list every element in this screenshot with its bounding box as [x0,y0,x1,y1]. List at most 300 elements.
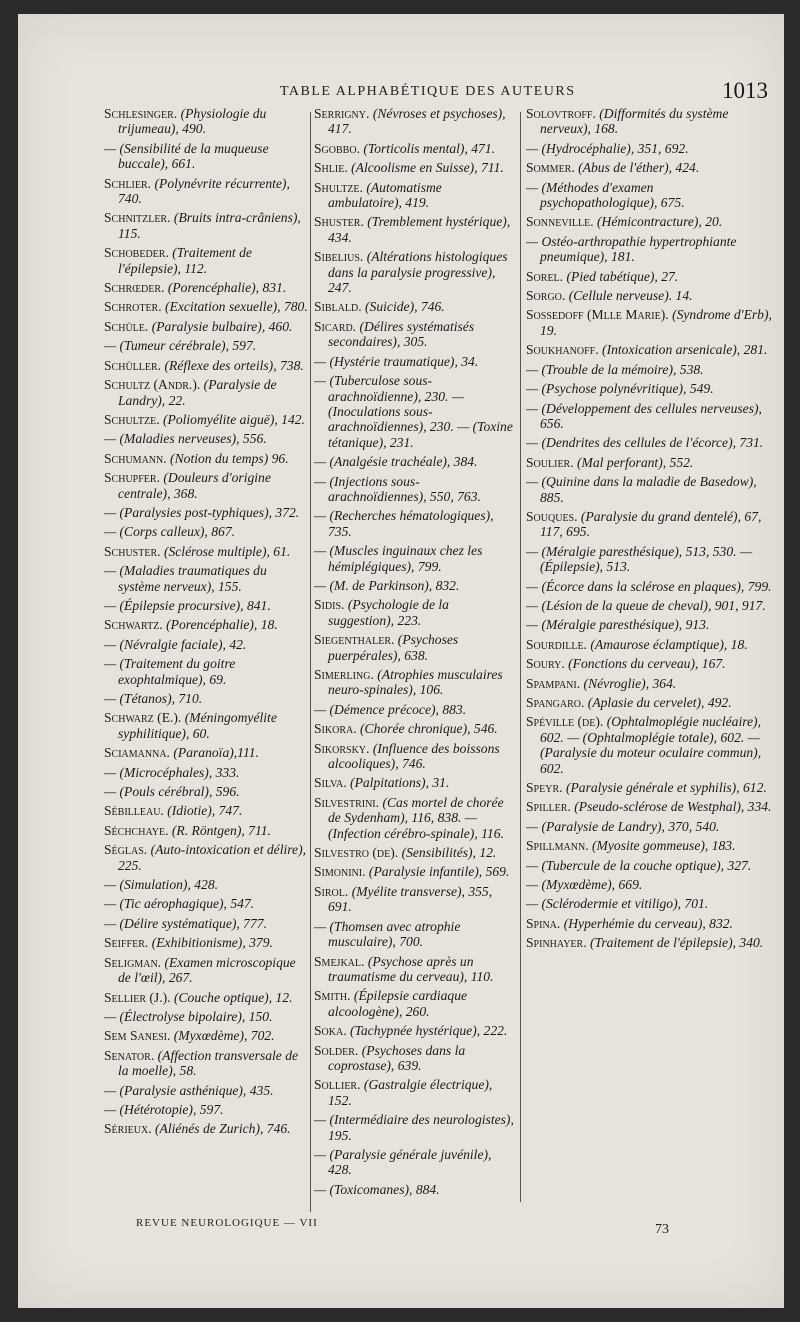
entry-references: (Couche optique), 12. [173,989,293,1005]
index-entry [314,454,516,469]
index-entry [104,842,308,873]
entry-references: (Cas mortel de chorée de Sydenham), 116, 838. — (Infection cérébro-spinale), 116. [328,794,504,841]
author-name: Schumann. [104,450,167,466]
entry-references: (Paranoïa),111. [173,745,259,761]
author-name: Schnitzler. [104,210,171,226]
entry-references: (Exhibitionisme), 379. [151,935,273,951]
entry-references: (Douleurs d'origine centrale), 368. [118,470,271,501]
entry-references: (Myélite transverse), 355, 691. [328,883,493,915]
entry-references: (Aliénés de Zurich), 746. [155,1121,291,1137]
entry-references: (Influence des boissons alcooliques), 746. [328,740,500,772]
entry-references: (Excitation sexuelle), 780. [165,299,308,315]
author-name: Soukhanoff. [526,342,599,358]
entry-references: — (Écorce dans la sclérose en plaques), 799. [526,578,772,594]
entry-references: — (Thomsen avec atrophie musculaire), 700. [314,918,461,950]
author-name: Sellier (J.). [104,989,171,1005]
author-name: Sonneville. [526,214,594,230]
index-entry [314,1112,516,1143]
author-name: Spampani. [526,675,581,691]
author-name: Schroter. [104,299,162,315]
entry-references: (Paralysie générale et syphilis), 612. [565,780,767,796]
author-name: Sidis. [314,597,345,613]
index-entry [314,180,516,211]
index-entry [104,1028,308,1043]
entry-references: (Ophtalmoplégie nucléaire), 602. — (Ophtalmoplégie totale), 602. — (Paralysie du moteur oculaire commun), 602. [540,714,762,776]
index-entry [526,455,772,470]
index-entry [104,691,308,706]
entry-references: — (M. de Parkinson), 832. [314,577,460,593]
entry-references: (Hémicontracture), 20. [597,214,723,230]
index-entry [104,1083,308,1098]
index-entry [104,1121,308,1136]
index-entry [104,803,308,818]
entry-references: — (Hystérie traumatique), 34. [314,353,479,369]
author-name: Seligman. [104,954,162,970]
author-name: Sérieux. [104,1121,152,1137]
author-name: Soury. [526,656,565,672]
index-entry [526,819,772,834]
index-entry [314,1147,516,1178]
index-entry [104,377,308,408]
entry-references: (Atrophies musculaires neuro-spinales), 106. [328,667,503,698]
entry-references: (Névroglie), 364. [583,675,677,691]
index-entry [104,1102,308,1117]
author-name: Spillmann. [526,838,589,854]
index-entry [104,823,308,838]
index-entry [526,579,772,594]
index-entry [526,656,772,671]
author-name: Silva. [314,775,347,791]
entry-references: (Chorée chronique), 546. [360,721,498,737]
index-entry [526,544,772,575]
entry-references: — (Méralgie paresthésique), 513, 530. — (Épilepsie), 513. [526,543,753,575]
entry-references: (Paralysie du grand dentelé), 67, 117, 695. [540,508,762,540]
index-entry [314,1182,516,1197]
entry-references: (Altérations histologiques dans la paralysie progressive), 247. [328,249,508,296]
index-entry [314,597,516,628]
entry-references: — (Corps calleux), 867. [104,524,236,540]
entry-references: (Fonctions du cerveau), 167. [568,656,726,672]
index-entry [314,1023,516,1038]
entry-references: — (Méralgie paresthésique), 913. [526,617,710,633]
index-entry [526,695,772,710]
author-name: Soka. [314,1023,347,1039]
entry-references: — (Tubercule de la couche optique), 327. [526,857,752,873]
index-entry [104,877,308,892]
column-divider [310,112,311,1212]
author-name: Sgobbo. [314,140,360,156]
entry-references: (Myosite gommeuse), 183. [592,838,736,854]
entry-references: (Pied tabétique), 27. [566,268,679,284]
entry-references: (R. Röntgen), 711. [171,822,271,838]
author-name: Schwartz. [104,617,163,633]
index-entry [104,338,308,353]
index-entry [314,214,516,245]
index-entry [314,373,516,450]
entry-references: (Polynévrite récurrente), 740. [118,175,290,207]
entry-references: (Automatisme ambulatoire), 419. [328,179,442,211]
author-name: Soulier. [526,454,574,470]
entry-references: — (Recherches hématologiques), 735. [314,508,494,539]
entry-references: (Myxœdème), 702. [173,1028,275,1044]
author-name: Solder. [314,1042,359,1058]
author-name: Sciamanna. [104,745,170,761]
page-header [18,78,784,106]
signature-mark: 73 [655,1222,669,1237]
index-entry [314,632,516,663]
index-entry [104,935,308,950]
entry-references: (Examen microscopique de l'œil), 267. [118,954,296,986]
author-name: Sikora. [314,721,357,737]
entry-references: — (Épilepsie procursive), 841. [104,597,271,613]
index-entry [314,354,516,369]
page [18,14,784,1308]
index-entry [314,299,516,314]
entry-references: (Cellule nerveuse). 14. [568,288,693,304]
entry-references: — (Trouble de la mémoire), 538. [526,361,704,377]
index-entry [314,988,516,1019]
page-number: 1013 [722,78,768,103]
index-entry [104,637,308,652]
author-name: Séchchaye. [104,822,169,838]
entry-references: (Physiologie du trijumeau), 490. [118,106,267,137]
entry-references: — (Traitement du goitre exophtalmique), 69. [104,656,236,687]
author-name: Schüle. [104,318,149,334]
index-entry [314,741,516,772]
index-column-2 [314,106,516,1201]
author-name: Silvestrini. [314,794,380,810]
running-title: TABLE ALPHABÉTIQUE DES AUTEURS [280,84,576,99]
author-name: Schwarz (E.). [104,710,182,726]
index-entry [314,845,516,860]
entry-references: — (Muscles inguinaux chez les hémiplégiques), 799. [314,543,483,574]
entry-references: — (Tétanos), 710. [104,691,203,706]
entry-references: — (Injections sous-arachnoïdiennes), 550, 763. [314,473,481,504]
entry-references: (Mal perforant), 552. [577,454,694,470]
index-entry [526,838,772,853]
author-name: Schupfer. [104,470,160,486]
index-entry [104,412,308,427]
author-name: Solovtroff. [526,106,596,121]
author-name: Sourdille. [526,636,587,652]
index-entry [314,1077,516,1108]
index-entry [526,598,772,613]
index-entry [314,578,516,593]
index-entry [526,896,772,911]
author-name: Shultze. [314,179,363,195]
index-entry [314,954,516,985]
entry-references: (Paralysie infantile), 569. [368,864,510,880]
author-name: Simonini. [314,864,366,880]
index-entry [526,916,772,931]
author-name: Simerling. [314,667,374,682]
entry-references: — (Analgésie trachéale), 384. [314,454,478,470]
author-name: Schrœder. [104,280,165,296]
author-name: Spinhayer. [526,935,587,951]
entry-references: (Sensibilités), 12. [401,845,497,861]
entry-references: — (Myxœdème), 669. [526,877,643,893]
index-entry [526,307,772,338]
index-entry [526,141,772,156]
entry-references: (Délires systématisés secondaires), 305. [328,318,475,350]
index-entry [314,721,516,736]
index-entry [314,884,516,915]
index-entry [526,214,772,229]
index-entry [526,288,772,303]
author-name: Sorel. [526,268,564,284]
entry-references: (Intoxication arsenicale), 281. [602,342,768,358]
index-entry [526,799,772,814]
entry-references: (Psychoses dans la coprostase), 639. [328,1042,466,1073]
index-entry [526,509,772,540]
index-entry [104,141,308,172]
entry-references: — (Hétérotopie), 597. [104,1101,224,1117]
index-entry [104,524,308,539]
entry-references: — (Démence précoce), 883. [314,701,467,717]
entry-references: — (Toxicomanes), 884. [314,1181,440,1197]
author-name: Smith. [314,988,351,1004]
index-entry [314,775,516,790]
index-entry [526,617,772,632]
index-entry [526,362,772,377]
index-entry [526,637,772,652]
index-entry [104,745,308,760]
index-entry [314,919,516,950]
entry-references: (Sclérose multiple), 61. [163,543,291,559]
entry-references: — (Méthodes d'examen psychopathologique), 675. [526,179,685,211]
entry-references: (Gastralgie électrique), 152. [328,1077,493,1108]
author-name: Sébilleau. [104,803,164,819]
index-entry [526,780,772,795]
entry-references: (Paralysie bulbaire), 460. [151,318,293,334]
entry-references: (Suicide), 746. [365,299,445,315]
entry-references: (Idiotie), 747. [167,803,243,819]
entry-references: (Épilepsie cardiaque alcoologène), 260. [328,988,468,1019]
index-column-3 [526,106,772,955]
index-entry [104,955,308,986]
index-entry [526,877,772,892]
index-entry [104,1048,308,1079]
author-name: Seiffer. [104,935,149,951]
entry-references: — (Tuberculose sous-arachnoïdienne), 230. — (Inoculations sous-arachnoïdiennes), 230. — (Toxine tétanique), 231. [314,373,513,450]
entry-references: (Difformités du système nerveux), 168. [540,106,729,137]
index-entry [526,180,772,211]
author-name: Sossedoff (Mlle Marie). [526,307,669,323]
author-name: Shlie. [314,160,348,176]
author-name: Schuster. [104,543,161,559]
author-name: Smejkal. [314,953,365,969]
index-entry [526,676,772,691]
index-entry [104,896,308,911]
entry-references: — (Tic aérophagique), 547. [104,896,255,912]
entry-references: (Affection transversale de la moelle), 58. [118,1047,299,1079]
index-entry [526,435,772,450]
entry-references: (Poliomyélite aiguë), 142. [163,411,305,427]
index-entry [104,656,308,687]
author-name: Spiller. [526,799,571,815]
index-entry [314,508,516,539]
entry-references: (Psychologie de la suggestion), 223. [328,597,449,628]
index-entry [104,598,308,613]
author-name: Sorgo. [526,288,566,304]
index-entry [526,474,772,505]
entry-references: — (Paralysie de Landry), 370, 540. [526,818,720,834]
author-name: Sirol. [314,883,349,899]
entry-references: — Ostéo-arthropathie hypertrophiante pneumique), 181. [526,233,737,265]
author-name: Séglas. [104,842,148,858]
index-entry [104,106,308,137]
entry-references: (Traitement de l'épilepsie), 112. [118,245,252,276]
entry-references: — (Paralysie générale juvénile), 428. [314,1146,492,1178]
index-entry [104,990,308,1005]
author-name: Schultze. [104,411,160,427]
author-name: Spéville (de). [526,714,604,730]
author-name: Sem Sanesi. [104,1028,171,1044]
author-name: Schlesinger. [104,106,178,121]
author-name: Senator. [104,1047,155,1063]
author-name: Sommer. [526,160,575,176]
author-name: Silvestro (de). [314,845,399,861]
entry-references: — (Développement des cellules nerveuses), 656. [526,400,762,431]
entry-references: — (Maladies traumatiques du système nerveux), 155. [104,563,267,594]
entry-references: (Méningomyélite syphilitique), 60. [118,710,277,741]
entry-references: — (Intermédiaire des neurologistes), 195. [314,1112,514,1143]
author-name: Schultz (Andr.). [104,377,201,393]
index-entry [314,249,516,295]
entry-references: (Notion du temps) 96. [170,450,289,466]
index-entry [104,280,308,295]
entry-references: — (Hydrocéphalie), 351, 692. [526,140,689,156]
index-entry [104,245,308,276]
author-name: Speyr. [526,780,563,796]
entry-references: (Traitement de l'épilepsie), 340. [590,935,764,951]
index-entry [104,358,308,373]
index-entry [314,667,516,698]
entry-references: (Amaurose éclamptique), 18. [590,636,748,652]
author-name: Shuster. [314,214,364,230]
index-entry [526,401,772,432]
index-entry [104,765,308,780]
entry-references: (Hyperhémie du cerveau), 832. [563,915,733,931]
index-entry [104,319,308,334]
entry-references: — (Maladies nerveuses), 556. [104,431,267,447]
entry-references: (Palpitations), 31. [350,775,450,791]
index-entry [104,451,308,466]
entry-references: — (Simulation), 428. [104,877,219,893]
index-entry [526,106,772,137]
index-entry [314,106,516,137]
entry-references: (Psychoses puerpérales), 638. [328,632,459,663]
entry-references: — (Électrolyse bipolaire), 150. [104,1008,273,1024]
entry-references: (Pseudo-sclérose de Westphal), 334. [574,799,772,815]
journal-footer: REVUE NEUROLOGIQUE — VII [136,1217,318,1229]
index-entry [526,935,772,950]
index-entry [104,470,308,501]
entry-references: — (Pouls cérébral), 596. [104,784,240,800]
entry-references: (Bruits intra-crâniens), 115. [118,210,301,241]
index-entry [314,319,516,350]
index-entry [104,563,308,594]
index-entry [314,864,516,879]
entry-references: — (Dendrites des cellules de l'écorce), 731. [526,435,764,451]
index-entry [104,916,308,931]
index-entry [104,505,308,520]
index-entry [526,381,772,396]
entry-references: (Réflexe des orteils), 738. [164,357,304,373]
index-entry [104,299,308,314]
entry-references: — (Tumeur cérébrale), 597. [104,338,257,354]
entry-references: (Tachypnée hystérique), 222. [350,1023,508,1039]
entry-references: — (Quinine dans la maladie de Basedow), 885. [526,474,757,505]
entry-references: — (Sensibilité de la muqueuse buccale), 661. [104,140,269,172]
author-name: Souques. [526,508,578,524]
index-entry [526,160,772,175]
entry-references: — (Névralgie faciale), 42. [104,636,247,652]
index-entry [104,176,308,207]
entry-references: (Syndrome d'Erb), 19. [540,307,772,338]
entry-references: (Torticolis mental), 471. [363,140,496,156]
index-entry [104,210,308,241]
index-entry [314,543,516,574]
index-entry [104,431,308,446]
author-name: Siegenthaler. [314,632,395,648]
index-entry [526,342,772,357]
author-name: Schüller. [104,357,162,373]
index-entry [104,784,308,799]
author-name: Sollier. [314,1077,361,1093]
index-entry [314,141,516,156]
author-name: Spangaro. [526,695,585,710]
entry-references: (Porencéphalie), 831. [167,280,287,296]
index-entry [104,544,308,559]
entry-references: (Aplasie du cervelet), 492. [587,695,732,710]
author-name: Serrigny. [314,106,370,121]
index-entry [526,234,772,265]
entry-references: — (Paralysie asthénique), 435. [104,1082,274,1098]
author-name: Schlier. [104,175,152,191]
entry-references: (Psychose après un traumatisme du cerveau), 110. [328,953,494,984]
index-entry [314,160,516,175]
index-entry [526,269,772,284]
entry-references: (Tremblement hystérique), 434. [328,214,511,245]
author-name: Siblald. [314,299,362,315]
entry-references: — (Paralysies post-typhiques), 372. [104,504,300,520]
author-name: Spina. [526,915,561,931]
author-name: Sikorsky. [314,740,370,756]
index-column-1 [104,106,308,1141]
author-name: Schobeder. [104,245,169,261]
index-entry [314,1043,516,1074]
index-entry [314,795,516,841]
entry-references: (Névroses et psychoses), 417. [328,106,506,137]
entry-references: (Porencéphalie), 18. [166,617,278,633]
author-name: Sibelius. [314,249,364,265]
entry-references: — (Délire systématique), 777. [104,915,267,931]
index-entry [104,710,308,741]
index-entry [314,474,516,505]
index-entry [104,1009,308,1024]
index-entry [526,714,772,776]
index-entry [526,858,772,873]
entry-references: (Alcoolisme en Suisse), 711. [351,160,504,176]
entry-references: (Abus de l'éther), 424. [578,160,700,176]
entry-references: — (Sclérodermie et vitiligo), 701. [526,896,709,912]
entry-references: — (Psychose polynévritique), 549. [526,381,714,397]
index-entry [104,617,308,632]
column-divider [520,112,521,1202]
index-entry [314,702,516,717]
entry-references: (Paralysie de Landry), 22. [118,377,277,408]
